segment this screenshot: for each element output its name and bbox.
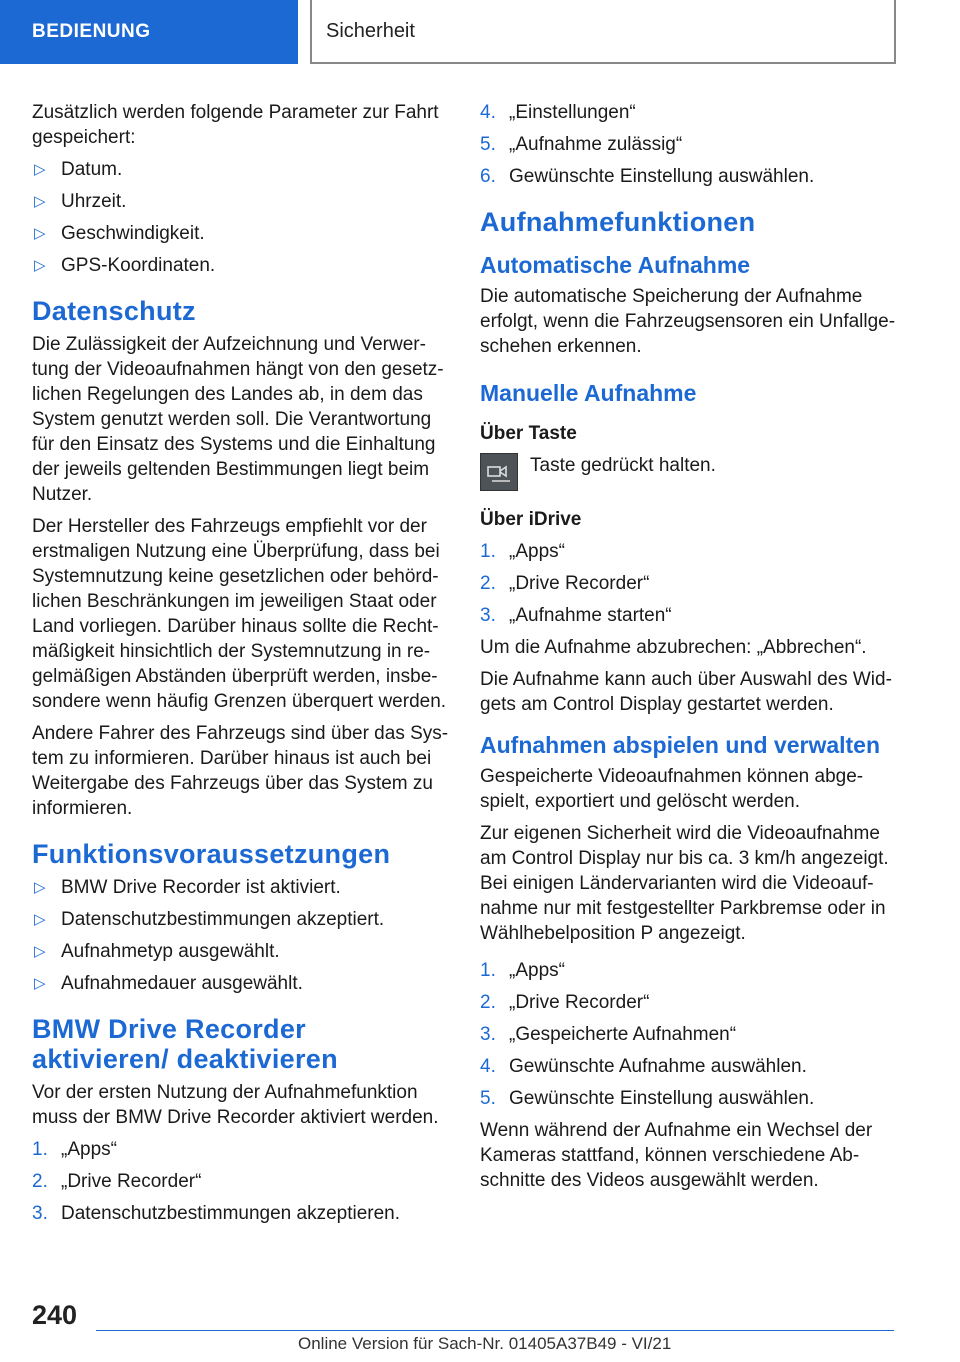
paragraph: Vor der ersten Nutzung der Aufnahmefunktion muss der BMW Drive Recorder aktiviert werden. [32,1082,439,1128]
paragraph: Andere Fahrer des Fahrzeugs sind über das Sys-tem zu informieren. Darüber hinaus ist auch bei Weitergabe des Fahrzeugs über das System zu informieren. [32,723,449,819]
list-item: 2. „Drive Recorder“ [32,1171,202,1192]
heading-funktionsvoraussetzungen: Funktionsvoraussetzungen [32,839,391,869]
bullet-triangle-icon: ▷ [34,225,46,242]
chapter-title: BEDIENUNG [0,0,298,64]
idrive-steps [480,539,900,628]
paragraph: Um die Aufnahme abzubrechen: „Abbrechen“. [480,637,867,658]
list-item: 5. „Aufnahme zulässig“ [480,134,683,155]
left-column [32,100,450,1233]
footer-version-text: Online Version für Sach-Nr. 01405A37B49 - VI/21 [298,1334,672,1353]
intro-text: Zusätzlich werden folgende Parameter zur Fahrt gespeichert: [32,102,439,148]
heading-manuelle-aufnahme: Manuelle Aufnahme [480,380,697,406]
bullet-triangle-icon: ▷ [34,911,46,928]
list-item: 2. „Drive Recorder“ [480,992,650,1013]
bullet-triangle-icon: ▷ [34,257,46,274]
list-item: 6. Gewünschte Einstellung auswählen. [480,166,815,187]
requirements-list [32,875,450,996]
list-item: ▷ Datum. [34,159,123,180]
heading-aktivieren: BMW Drive Recorder aktivieren/ deaktivieren [32,1014,338,1074]
paragraph: Wenn während der Aufnahme ein Wechsel der Kameras stattfand, können verschiedene Ab-schnitte des Videos ausgewählt werden. [480,1120,873,1191]
paragraph: Die Aufnahme kann auch über Auswahl des Wid-gets am Control Display gestartet werden. [480,669,892,715]
list-item: ▷ Uhrzeit. [34,191,127,212]
bullet-triangle-icon: ▷ [34,943,46,960]
button-instruction [480,453,900,491]
heading-ueber-idrive: Über iDrive [480,509,582,530]
activation-steps [32,1137,450,1226]
activation-steps-continued [480,100,900,189]
paragraph: Der Hersteller des Fahrzeugs empfiehlt vor der erstmaligen Nutzung eine Überprüfung, dass bei Systemnutzung keine gesetzlichen oder behörd-lichen Beschränkungen im jeweiligen Staat oder Land vorliegen. Darüber hinaus sollte die Recht-mäßigkeit hinsichtlich der Systemnutzung in re-gelmäßigen Abständen überprüft werden, insbe-sondere wenn häufig Grenzen überquert werden. [32,516,447,712]
paragraph: Zur eigenen Sicherheit wird die Videoaufnahme am Control Display nur bis ca. 3 km/h angezeigt. Bei einigen Ländervarianten wird die Videoauf-nahme nur mit festgestellter Parkbremse oder in Wählhebelposition P angezeigt. [480,823,889,944]
footer-divider [96,1330,894,1331]
playback-steps [480,958,900,1111]
list-item: ▷ Aufnahmetyp ausgewählt. [34,941,280,962]
list-item: 2. „Drive Recorder“ [480,573,650,594]
list-item: 1. „Apps“ [32,1139,117,1160]
list-item: 5. Gewünschte Einstellung auswählen. [480,1088,815,1109]
paragraph: Die automatische Speicherung der Aufnahme erfolgt, wenn die Fahrzeugsensoren ein Unfallge-schehen erkennen. [480,286,896,357]
list-item: 3. „Aufnahme starten“ [480,605,672,626]
bullet-triangle-icon: ▷ [34,879,46,896]
parameter-list [32,157,450,278]
heading-ueber-taste: Über Taste [480,423,577,444]
right-column [480,100,900,1200]
section-title: Sicherheit [310,0,896,64]
heading-aufnahmefunktionen: Aufnahmefunktionen [480,207,756,237]
drive-recorder-button-icon [480,453,518,491]
list-item: 4. „Einstellungen“ [480,102,636,123]
list-item: ▷ Datenschutzbestimmungen akzeptiert. [34,909,385,930]
bullet-triangle-icon: ▷ [34,975,46,992]
list-item: 1. „Apps“ [480,541,565,562]
bullet-triangle-icon: ▷ [34,161,46,178]
heading-automatische-aufnahme: Automatische Aufnahme [480,252,751,278]
button-instruction-text: Taste gedrückt halten. [530,455,716,476]
list-item: ▷ Aufnahmedauer ausgewählt. [34,973,303,994]
heading-datenschutz: Datenschutz [32,296,196,326]
list-item: ▷ BMW Drive Recorder ist aktiviert. [34,877,341,898]
list-item: ▷ GPS-Koordinaten. [34,255,216,276]
paragraph: Gespeicherte Videoaufnahmen können abge-spielt, exportiert und gelöscht werden. [480,766,864,812]
page-header [0,0,960,66]
heading-abspielen: Aufnahmen abspielen und verwalten [480,732,881,758]
list-item: 4. Gewünschte Aufnahme auswählen. [480,1056,807,1077]
page-number: 240 [32,1300,78,1330]
list-item: 3. Datenschutzbestimmungen akzeptieren. [32,1203,401,1224]
list-item: ▷ Geschwindigkeit. [34,223,205,244]
list-item: 1. „Apps“ [480,960,565,981]
paragraph: Die Zulässigkeit der Aufzeichnung und Verwer-tung der Videoaufnahmen hängt von den gesetz-lichen Regelungen des Landes ab, in dem das System genutzt werden soll. Die Verantwortung für den Einsatz des Systems und die Einhaltung der jeweils geltenden Bestimmungen liegt beim Nutzer. [32,334,444,505]
bullet-triangle-icon: ▷ [34,193,46,210]
list-item: 3. „Gespeicherte Aufnahmen“ [480,1024,737,1045]
